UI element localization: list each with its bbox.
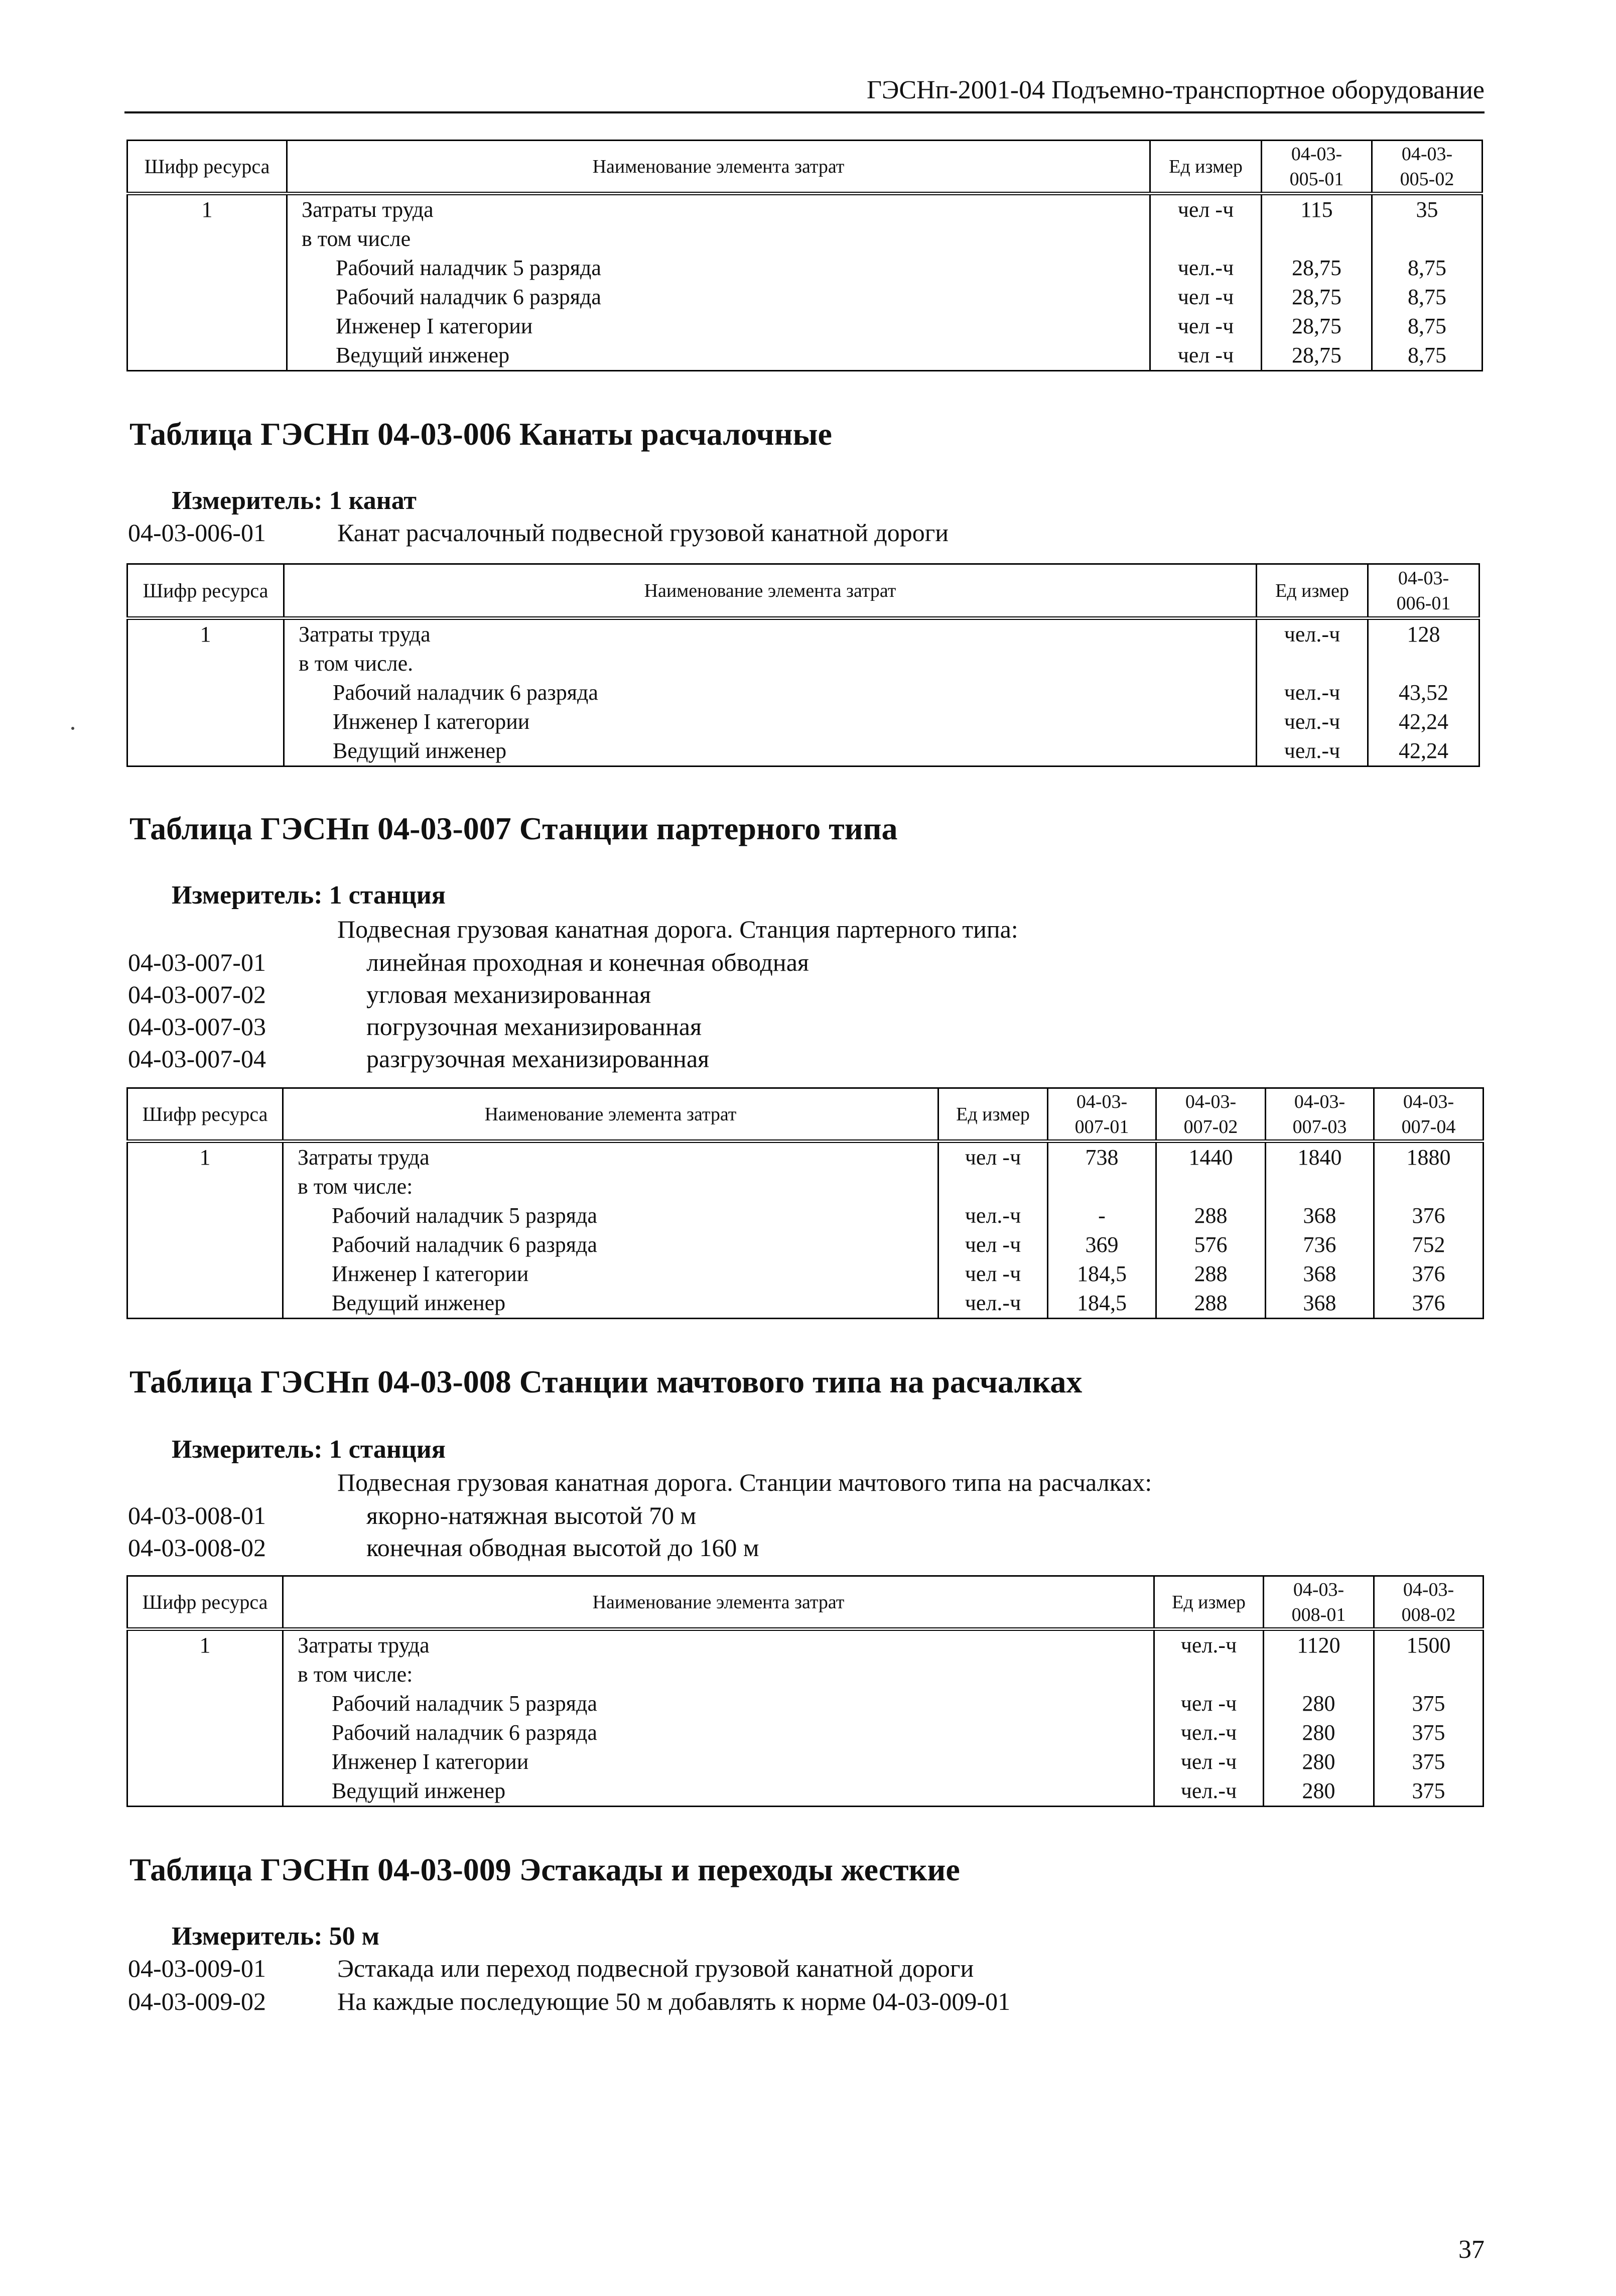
col-header-unit: Ед измер [938,1088,1048,1141]
table-008 [126,1575,1484,1807]
col-header-code: Шифр ресурса [127,564,284,618]
col-header-norm: 04-03- 008-01 [1264,1576,1374,1629]
norm-code: 04-03-008-02 [128,1534,266,1562]
norm-code: 04-03-007-02 [128,980,266,1008]
col-header-norm: 04-03- 008-02 [1374,1576,1484,1629]
norm-description: погрузочная механизированная [366,1012,702,1041]
col-header-norm: 04-03- 007-02 [1156,1088,1266,1141]
col-header-code: Шифр ресурса [127,1088,283,1141]
col-header-norm: 04-03- 007-01 [1048,1088,1156,1141]
table-row: Инженер I категории чел -ч 280 375 [127,1747,1484,1776]
norm-code: 04-03-006-01 [128,519,266,547]
section-title: Таблица ГЭСНп 04-03-006 Канаты расчалочные [129,416,832,452]
norm-code: 04-03-007-04 [128,1045,266,1073]
norm-description: Эстакада или переход подвесной грузовой канатной дороги [337,1954,974,1982]
scan-speck [71,727,74,730]
table-row: Рабочий наладчик 6 разряда чел -ч 369 576 736 752 [127,1230,1484,1259]
table-row: 1 Затраты труда чел.-ч 1120 1500 [127,1629,1484,1661]
norm-description: конечная обводная высотой до 160 м [366,1534,759,1562]
table-row: Ведущий инженер чел.-ч 42,24 [127,736,1479,767]
section-title: Таблица ГЭСНп 04-03-007 Станции партерного типа [129,811,898,846]
table-row: Ведущий инженер чел.-ч 184,5 288 368 376 [127,1289,1484,1319]
table-row: 1 Затраты труда чел.-ч 128 [127,618,1479,650]
col-header-norm: 04-03- 005-01 [1262,141,1372,194]
col-header-norm: 04-03- 007-04 [1374,1088,1484,1141]
table-row: Ведущий инженер чел -ч 28,75 8,75 [127,341,1483,371]
col-header-name: Наименование элемента затрат [284,564,1257,618]
measure: Измеритель: 1 станция [172,1435,446,1464]
table-header-row [127,1576,1484,1629]
norm-intro: Подвесная грузовая канатная дорога. Станции мачтового типа на расчалках: [337,1468,1152,1496]
section-title: Таблица ГЭСНп 04-03-009 Эстакады и переходы жесткие [129,1852,960,1887]
norm-code: 04-03-007-01 [128,948,266,976]
table-row: в том числе. [127,649,1479,678]
table-row: 1 Затраты труда чел -ч 738 1440 1840 1880 [127,1141,1484,1173]
table-row: в том числе: [127,1660,1484,1689]
table-row: 1 Затраты труда чел -ч 115 35 [127,194,1483,225]
table-005 [126,140,1483,371]
col-header-unit: Ед измер [1150,141,1262,194]
norm-code: 04-03-007-03 [128,1012,266,1041]
table-row: Рабочий наладчик 6 разряда чел.-ч 280 375 [127,1718,1484,1747]
norm-code: 04-03-009-01 [128,1954,266,1982]
col-header-code: Шифр ресурса [127,1576,283,1629]
table-header-row [127,564,1479,618]
norm-description: На каждые последующие 50 м добавлять к норме 04-03-009-01 [337,1987,1011,2015]
table-row: Рабочий наладчик 6 разряда чел.-ч 43,52 [127,678,1479,707]
col-header-name: Наименование элемента затрат [283,1576,1154,1629]
page-number: 37 [1458,2235,1485,2264]
norm-description: разгрузочная механизированная [366,1045,710,1073]
table-row: Инженер I категории чел -ч 28,75 8,75 [127,312,1483,341]
col-header-code: Шифр ресурса [127,141,287,194]
table-row: в том числе: [127,1172,1484,1201]
col-header-unit: Ед измер [1257,564,1368,618]
table-row: Ведущий инженер чел.-ч 280 375 [127,1776,1484,1807]
col-header-name: Наименование элемента затрат [283,1088,938,1141]
col-header-norm: 04-03- 006-01 [1368,564,1479,618]
col-header-norm: 04-03- 007-03 [1266,1088,1374,1141]
norm-code: 04-03-008-01 [128,1501,266,1529]
norm-description: якорно-натяжная высотой 70 м [366,1501,697,1529]
table-007 [126,1087,1484,1319]
col-header-name: Наименование элемента затрат [287,141,1150,194]
table-header-row [127,141,1483,194]
table-row: Рабочий наладчик 5 разряда чел.-ч - 288 368 376 [127,1201,1484,1230]
table-006 [126,563,1480,767]
norm-description: Канат расчалочный подвесной грузовой канатной дороги [337,519,949,547]
norm-intro: Подвесная грузовая канатная дорога. Станция партерного типа: [337,915,1018,943]
table-row: Инженер I категории чел -ч 184,5 288 368 376 [127,1259,1484,1289]
table-row: в том числе [127,224,1483,253]
table-row: Рабочий наладчик 5 разряда чел.-ч 28,75 8,75 [127,253,1483,283]
col-header-unit: Ед измер [1154,1576,1264,1629]
col-header-norm: 04-03- 005-02 [1372,141,1483,194]
table-header-row [127,1088,1484,1141]
table-row: Инженер I категории чел.-ч 42,24 [127,707,1479,736]
norm-description: угловая механизированная [366,980,651,1008]
measure: Измеритель: 50 м [172,1922,380,1951]
measure: Измеритель: 1 станция [172,881,446,910]
running-header: ГЭСНп-2001-04 Подъемно-транспортное оборудование [866,76,1485,104]
norm-code: 04-03-009-02 [128,1987,266,2015]
table-row: Рабочий наладчик 6 разряда чел -ч 28,75 8,75 [127,283,1483,312]
table-row: Рабочий наладчик 5 разряда чел -ч 280 375 [127,1689,1484,1718]
header-rule [124,111,1485,113]
section-title: Таблица ГЭСНп 04-03-008 Станции мачтового типа на расчалках [129,1364,1083,1399]
norm-description: линейная проходная и конечная обводная [366,948,809,976]
measure: Измеритель: 1 канат [172,486,417,515]
